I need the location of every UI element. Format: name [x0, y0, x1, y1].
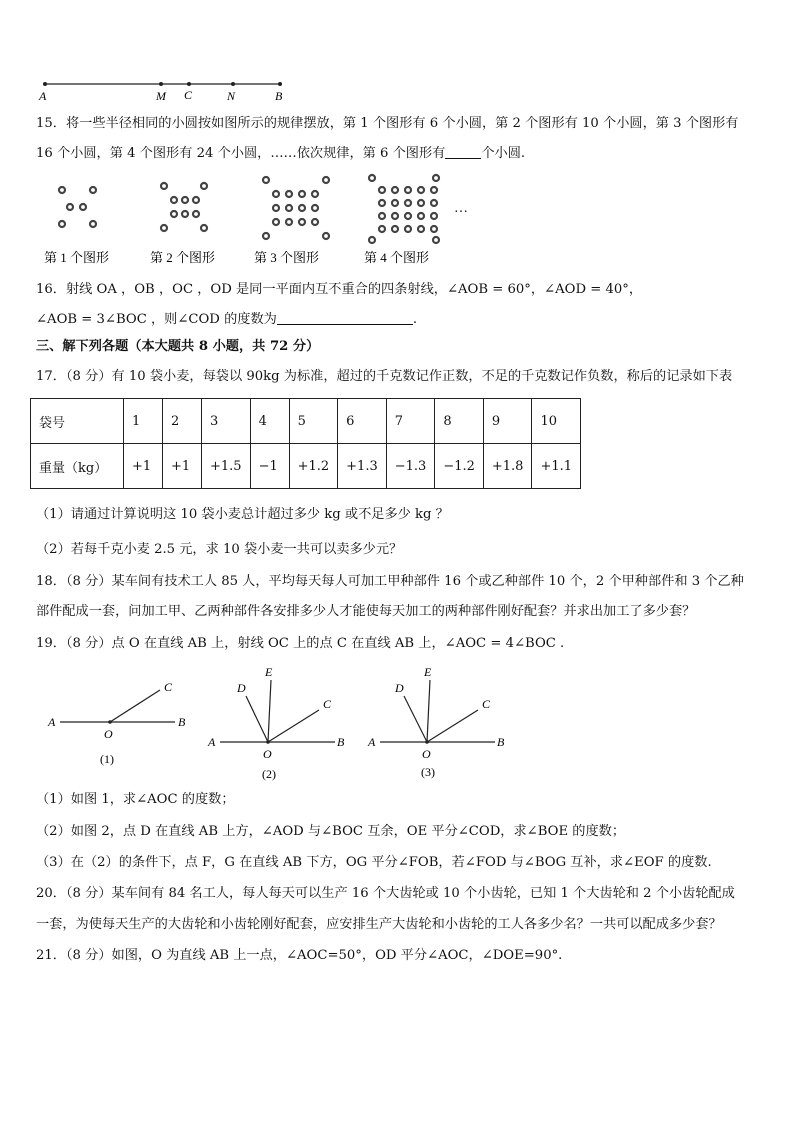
- point-label-n: N: [227, 89, 236, 103]
- q21-line1: 21．（8 分）如图，O 为直线 AB 上一点，∠AOC=50°，OD 平分∠AOC，∠DOE=90°.: [36, 948, 563, 963]
- q18-line2: 部件配成一套，问加工甲、乙两种部件各安排多少人才能使每天加工的两种部件刚好配套？并求出加工了多少套？: [36, 604, 696, 619]
- fig3-label-e: E: [424, 665, 432, 679]
- table-cell: 5: [289, 399, 338, 444]
- table-cell: −1.2: [435, 444, 484, 489]
- q19-sub3: （3）在（2）的条件下，点 F，G 在直线 AB 下方，OG 平分∠FOB，若∠FOD 与∠BOG 互补，求∠EOF 的度数.: [36, 855, 712, 870]
- table-cell: 10: [532, 399, 581, 444]
- table-cell: 1: [124, 399, 163, 444]
- q15-text-b: 个小圆.: [481, 146, 526, 161]
- pattern-ellipsis: …: [454, 201, 468, 216]
- table-cell: 9: [483, 399, 532, 444]
- q20-line1: 20．（8 分）某车间有 84 名工人，每人每天可以生产 16 个大齿轮或 10 个小齿轮，已知 1 个大齿轮和 2 个小齿轮配成: [36, 886, 735, 901]
- figure-label-3: 第 3 个图形: [254, 250, 320, 265]
- q16-line2: [36, 310, 758, 330]
- fig2-label-d: D: [237, 681, 246, 695]
- angle-figures: [40, 660, 520, 785]
- q19-sub1: （1）如图 1，求∠AOC 的度数；: [36, 792, 235, 807]
- table-cell: +1.3: [338, 444, 387, 489]
- point-label-c: C: [184, 88, 193, 102]
- q16-line1: 16．射线 OA ，OB ，OC ，OD 是同一平面内互不重合的四条射线，∠AOB = 60°，∠AOD = 40°，: [36, 282, 643, 297]
- table-cell: −1.3: [386, 444, 435, 489]
- fig2-label-o: O: [263, 747, 272, 761]
- table-cell: +1.1: [532, 444, 581, 489]
- table-cell: 2: [163, 399, 202, 444]
- point-label-m: M: [156, 89, 166, 103]
- point-label-a: A: [39, 89, 47, 103]
- q17-sub2: （2）若每千克小麦 2.5 元，求 10 袋小麦一共可以卖多少元？: [36, 542, 403, 557]
- figure-label-4: 第 4 个图形: [364, 250, 430, 265]
- table-cell: −1: [250, 444, 289, 489]
- fig1-caption: (1): [100, 752, 114, 766]
- q16-answer-blank: [277, 310, 413, 325]
- fig2-label-c: C: [323, 697, 332, 711]
- fig1-label-b: B: [178, 715, 186, 729]
- table-cell: +1: [163, 444, 202, 489]
- table-cell: 3: [202, 399, 251, 444]
- fig1-label-c: C: [164, 680, 173, 694]
- fig3-label-c: C: [482, 697, 491, 711]
- table-cell: 6: [338, 399, 387, 444]
- fig1-label-a: A: [48, 715, 56, 729]
- fig2-label-a: A: [208, 735, 216, 749]
- q16-text-b: .: [412, 312, 418, 327]
- table-cell: +1: [124, 444, 163, 489]
- q15-answer-blank: [445, 144, 481, 159]
- fig2-caption: (2): [262, 767, 276, 781]
- fig3-label-b: B: [497, 735, 505, 749]
- q15-line2: [36, 144, 758, 164]
- table-row: [31, 444, 581, 489]
- fig2-label-b: B: [337, 735, 345, 749]
- table-header-cell: 袋号: [31, 399, 124, 444]
- table-cell: 8: [435, 399, 484, 444]
- table-row: [31, 399, 581, 444]
- fig3-label-d: D: [395, 681, 404, 695]
- point-label-b: B: [275, 89, 283, 103]
- segment-figure: [30, 76, 300, 104]
- q15-line1: 15．将一些半径相同的小圆按如图所示的规律摆放，第 1 个图形有 6 个小圆，第 2 个图形有 10 个小圆，第 3 个图形有: [36, 116, 739, 131]
- q17-sub1: （1）请通过计算说明这 10 袋小麦总计超过多少 kg 或不足多少 kg ？: [36, 507, 449, 522]
- q15-text-a: 16 个小圆，第 4 个图形有 24 个小圆，……依次规律，第 6 个图形有: [36, 146, 446, 161]
- q18-line1: 18．（8 分）某车间有技术工人 85 人，平均每天每人可加工甲种部件 16 个或乙种部件 10 个，2 个甲种部件和 3 个乙种: [36, 574, 744, 589]
- figure-label-1: 第 1 个图形: [44, 250, 110, 265]
- fig3-label-a: A: [368, 735, 376, 749]
- q19-sub2: （2）如图 2，点 D 在直线 AB 上方，∠AOD 与∠BOC 互余，OE 平分∠COD，求∠BOE 的度数；: [36, 824, 626, 839]
- q19-line1: 19．（8 分）点 O 在直线 AB 上，射线 OC 上的点 C 在直线 AB 上，∠AOC = 4∠BOC .: [36, 636, 565, 651]
- fig3-label-o: O: [422, 747, 431, 761]
- section-heading: 三、解下列各题（本大题共 8 小题，共 72 分）: [36, 339, 320, 354]
- circle-pattern-figures: [40, 170, 480, 270]
- table-cell: +1.8: [483, 444, 532, 489]
- q16-text-a: ∠AOB = 3∠BOC ，则∠COD 的度数为: [36, 312, 277, 327]
- table-cell: +1.5: [202, 444, 251, 489]
- figure-label-2: 第 2 个图形: [150, 250, 216, 265]
- table-cell: +1.2: [289, 444, 338, 489]
- q20-line2: 一套，为使每天生产的大齿轮和小齿轮刚好配套，应安排生产大齿轮和小齿轮的工人各多少名？一共可以配成多少套？: [36, 917, 722, 932]
- table-cell: 4: [250, 399, 289, 444]
- q17-line1: 17．（8 分）有 10 袋小麦，每袋以 90kg 为标准，超过的千克数记作正数，不足的千克数记作负数，称后的记录如下表: [36, 369, 733, 384]
- fig2-label-e: E: [265, 665, 273, 679]
- fig1-label-o: O: [104, 727, 113, 741]
- fig3-caption: (3): [421, 765, 435, 779]
- table-header-cell: 重量（kg）: [31, 444, 124, 489]
- table-cell: 7: [386, 399, 435, 444]
- wheat-weight-table: [30, 398, 581, 489]
